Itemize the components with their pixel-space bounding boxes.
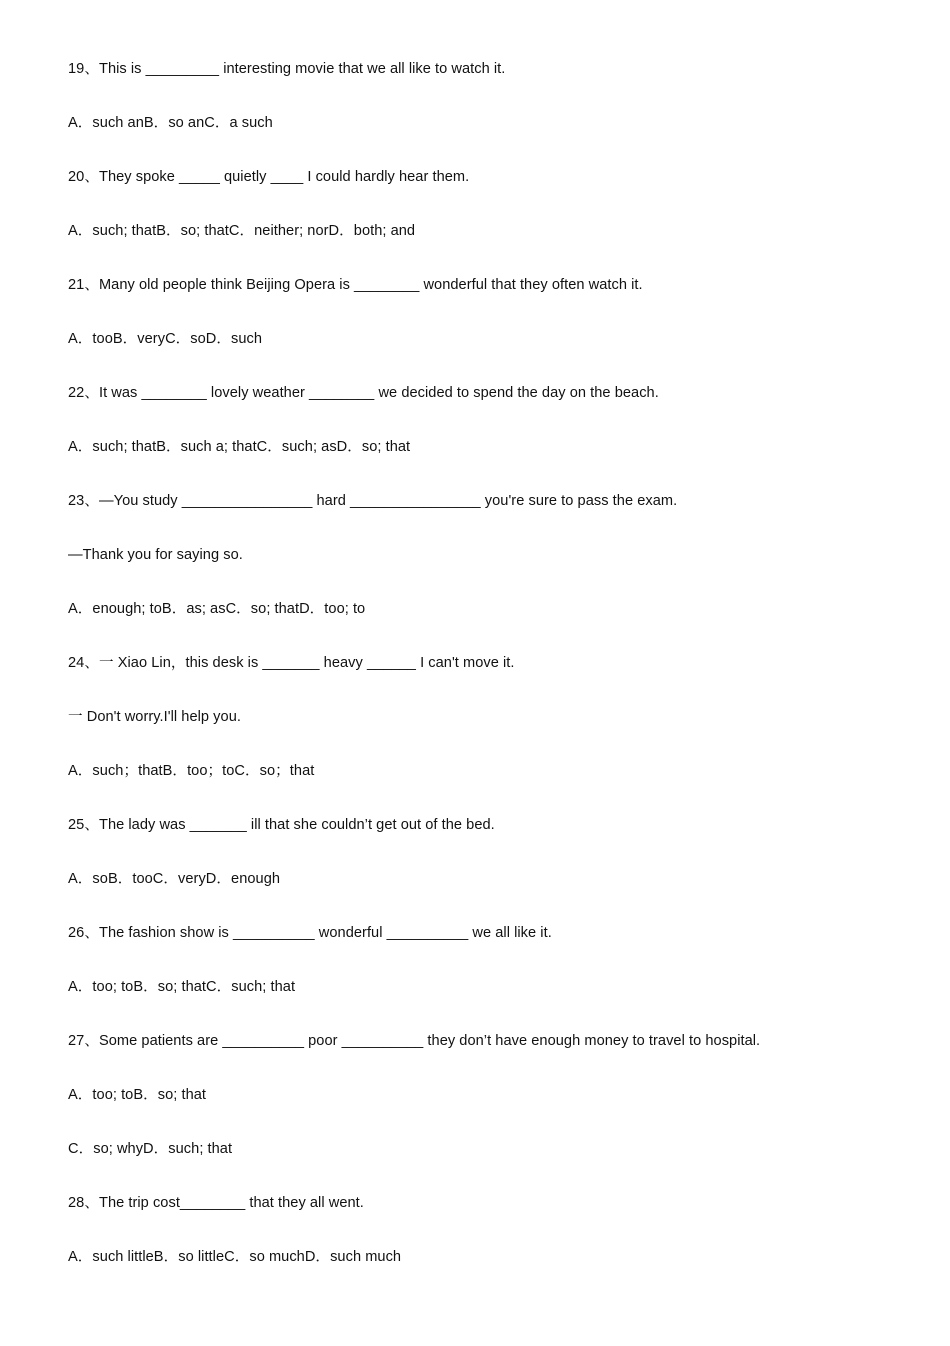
question-22: 22、It was ________ lovely weather ________ we decided to spend the day on the beach. [68, 385, 659, 401]
question-23-reply: —Thank you for saying so. [68, 547, 243, 563]
question-24-reply: 一 Don't worry.I'll help you. [68, 709, 241, 725]
question-22-options: A．such; thatB．such a; thatC．such; asD．so; that [68, 439, 411, 455]
question-27-options-cd: C．so; whyD．such; that [68, 1141, 233, 1157]
question-26-options: A．too; toB．so; thatC．such; that [68, 979, 296, 995]
question-25: 25、The lady was _______ ill that she couldn’t get out of the bed. [68, 817, 495, 833]
question-26: 26、The fashion show is __________ wonderful __________ we all like it. [68, 925, 552, 941]
question-23: 23、—You study ________________ hard ________________ you're sure to pass the exam. [68, 493, 678, 509]
question-27-options-ab: A．too; toB．so; that [68, 1087, 207, 1103]
question-21-options: A．tooB．veryC．soD．such [68, 331, 263, 347]
question-21: 21、Many old people think Beijing Opera is ________ wonderful that they often watch it. [68, 277, 643, 293]
question-27: 27、Some patients are __________ poor __________ they don’t have enough money to travel to hospital. [68, 1033, 761, 1049]
question-23-options: A．enough; toB．as; asC．so; thatD．too; to [68, 601, 366, 617]
question-19: 19、This is _________ interesting movie that we all like to watch it. [68, 61, 506, 77]
question-24: 24、一 Xiao Lin，this desk is _______ heavy ______ I can't move it. [68, 655, 515, 671]
question-25-options: A．soB．tooC．veryD．enough [68, 871, 281, 887]
question-28: 28、The trip cost________ that they all went. [68, 1195, 364, 1211]
question-20-options: A．such; thatB．so; thatC．neither; norD．both; and [68, 223, 416, 239]
question-list [68, 58, 908, 1300]
question-19-options: A．such anB．so anC．a such [68, 115, 273, 131]
question-20: 20、They spoke _____ quietly ____ I could hardly hear them. [68, 169, 470, 185]
question-24-options: A．such；thatB．too；toC．so；that [68, 763, 315, 779]
question-28-options: A．such littleB．so littleC．so muchD．such much [68, 1249, 402, 1265]
